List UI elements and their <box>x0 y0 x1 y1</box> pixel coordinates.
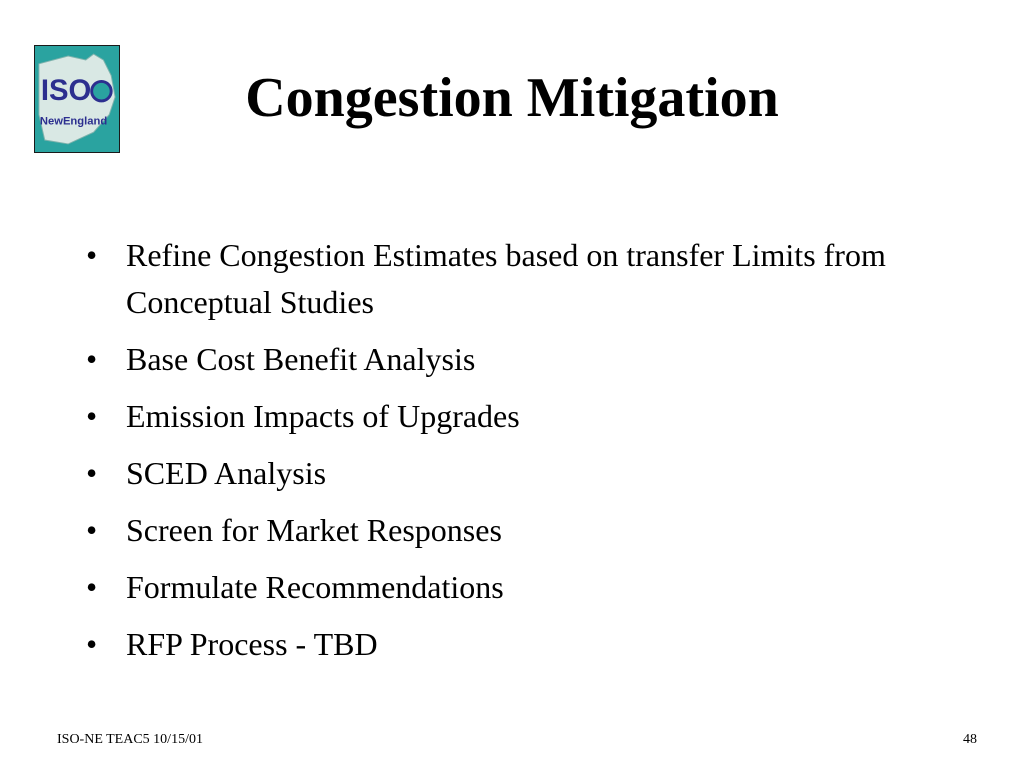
bullet-item <box>86 232 906 326</box>
bullet-item <box>86 621 906 668</box>
bullet-list <box>86 232 906 678</box>
bullet-item <box>86 393 906 440</box>
bullet-item <box>86 564 906 611</box>
logo-graphic <box>35 46 119 152</box>
logo-iso-text: ISO <box>40 73 92 107</box>
bullet-text: Screen for Market Responses <box>126 512 502 548</box>
footer-presentation-info: ISO-NE TEAC5 10/15/01 <box>57 732 203 747</box>
bullet-text: Refine Congestion Estimates based on transfer Limits from Conceptual Studies <box>126 237 886 320</box>
page-number: 48 <box>963 732 977 747</box>
logo-newengland-text: NewEngland <box>39 115 108 128</box>
bullet-symbol: • <box>86 512 98 548</box>
bullet-text: Base Cost Benefit Analysis <box>126 341 476 377</box>
bullet-text: Formulate Recommendations <box>126 569 504 605</box>
bullet-symbol: • <box>86 237 98 273</box>
bullet-item <box>86 450 906 497</box>
bullet-symbol: • <box>86 455 98 491</box>
bullet-symbol: • <box>86 569 98 605</box>
bullet-symbol: • <box>86 398 98 434</box>
bullet-symbol: • <box>86 626 98 662</box>
bullet-text: SCED Analysis <box>126 455 327 491</box>
bullet-text: Emission Impacts of Upgrades <box>126 398 520 434</box>
bullet-item <box>86 336 906 383</box>
slide-title: Congestion Mitigation <box>245 67 779 129</box>
bullet-item <box>86 507 906 554</box>
iso-new-england-logo <box>34 45 120 153</box>
bullet-symbol: • <box>86 341 98 377</box>
logo-globe-icon <box>92 81 112 101</box>
bullet-text: RFP Process - TBD <box>126 626 378 662</box>
